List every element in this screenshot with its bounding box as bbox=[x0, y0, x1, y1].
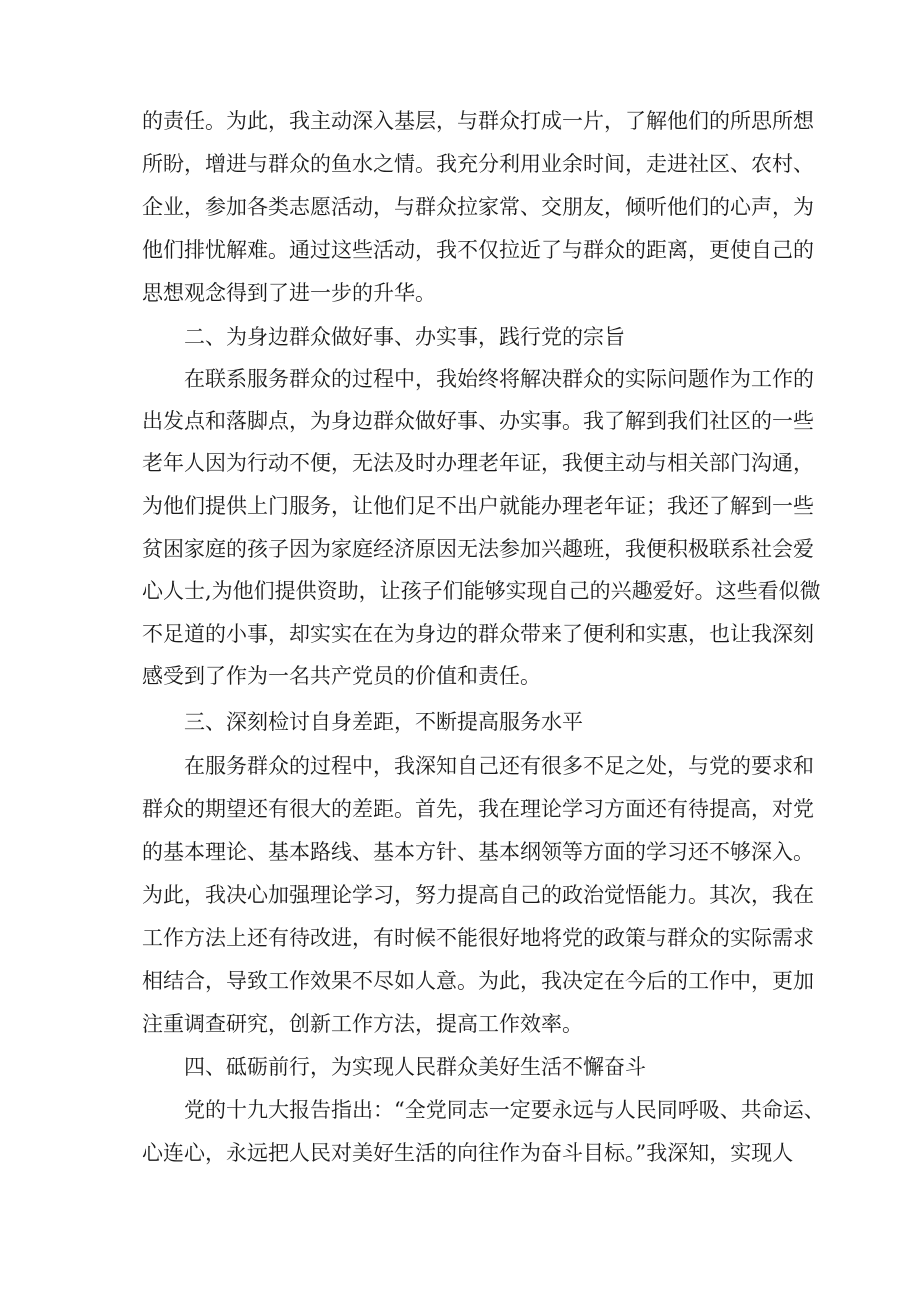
paragraph-line: 注重调查研究，创新工作方法，提高工作效率。 bbox=[142, 1012, 583, 1036]
paragraph-line: 相结合，导致工作效果不尽如人意。为此，我决定在今后的工作中，更加 bbox=[142, 969, 814, 993]
paragraph-line: 感受到了作为一名共产党员的价值和责任。 bbox=[142, 664, 541, 688]
paragraph-line: 党的十九大报告指出：“全党同志一定要永远与人民同呼吸、共命运、 bbox=[184, 1098, 825, 1122]
paragraph-line: 老年人因为行动不便，无法及时办理老年证，我便主动与相关部门沟通， bbox=[142, 451, 814, 475]
paragraph-line: 在联系服务群众的过程中，我始终将解决群众的实际问题作为工作的 bbox=[184, 367, 814, 391]
paragraph-line: 的基本理论、基本路线、基本方针、基本纲领等方面的学习还不够深入。 bbox=[142, 840, 814, 864]
paragraph-line: 工作方法上还有待改进，有时候不能很好地将党的政策与群众的实际需求 bbox=[142, 926, 814, 950]
paragraph-line: 他们排忧解难。通过这些活动，我不仅拉近了与群众的距离，更使自己的 bbox=[142, 238, 814, 262]
paragraph-line: 出发点和落脚点，为身边群众做好事、办实事。我了解到我们社区的一些 bbox=[142, 409, 814, 433]
paragraph-line: 企业，参加各类志愿活动，与群众拉家常、交朋友，倾听他们的心声，为 bbox=[142, 195, 814, 219]
paragraph-line: 不足道的小事，却实实在在为身边的群众带来了便利和实惠，也让我深刻 bbox=[142, 622, 814, 646]
paragraph-line: 思想观念得到了进一步的升华。 bbox=[142, 281, 436, 305]
section-heading: 二、为身边群众做好事、办实事，践行党的宗旨 bbox=[184, 325, 625, 349]
paragraph-line: 的责任。为此，我主动深入基层，与群众打成一片，了解他们的所思所想 bbox=[142, 109, 814, 133]
paragraph-line: 贫困家庭的孩子因为家庭经济原因无法参加兴趣班，我便积极联系社会爱 bbox=[142, 537, 814, 561]
paragraph-line: 在服务群众的过程中，我深知自己还有很多不足之处，与党的要求和 bbox=[184, 754, 814, 778]
paragraph-line: 为此，我决心加强理论学习，努力提高自己的政治觉悟能力。其次，我在 bbox=[142, 883, 814, 907]
paragraph-line: 所盼，增进与群众的鱼水之情。我充分利用业余时间，走进社区、农村、 bbox=[142, 152, 814, 176]
paragraph-line: 心连心，永远把人民对美好生活的向往作为奋斗目标。”我深知，实现人 bbox=[142, 1141, 794, 1165]
paragraph-line: 群众的期望还有很大的差距。首先，我在理论学习方面还有待提高，对党 bbox=[142, 797, 814, 821]
paragraph-line: 为他们提供上门服务，让他们足不出户就能办理老年证；我还了解到一些 bbox=[142, 494, 814, 518]
section-heading: 三、深刻检讨自身差距，不断提高服务水平 bbox=[184, 710, 583, 734]
paragraph-line: 心人士,为他们提供资助，让孩子们能够实现自己的兴趣爱好。这些看似微 bbox=[142, 579, 821, 603]
section-heading: 四、砥砺前行，为实现人民群众美好生活不懈奋斗 bbox=[184, 1055, 646, 1079]
